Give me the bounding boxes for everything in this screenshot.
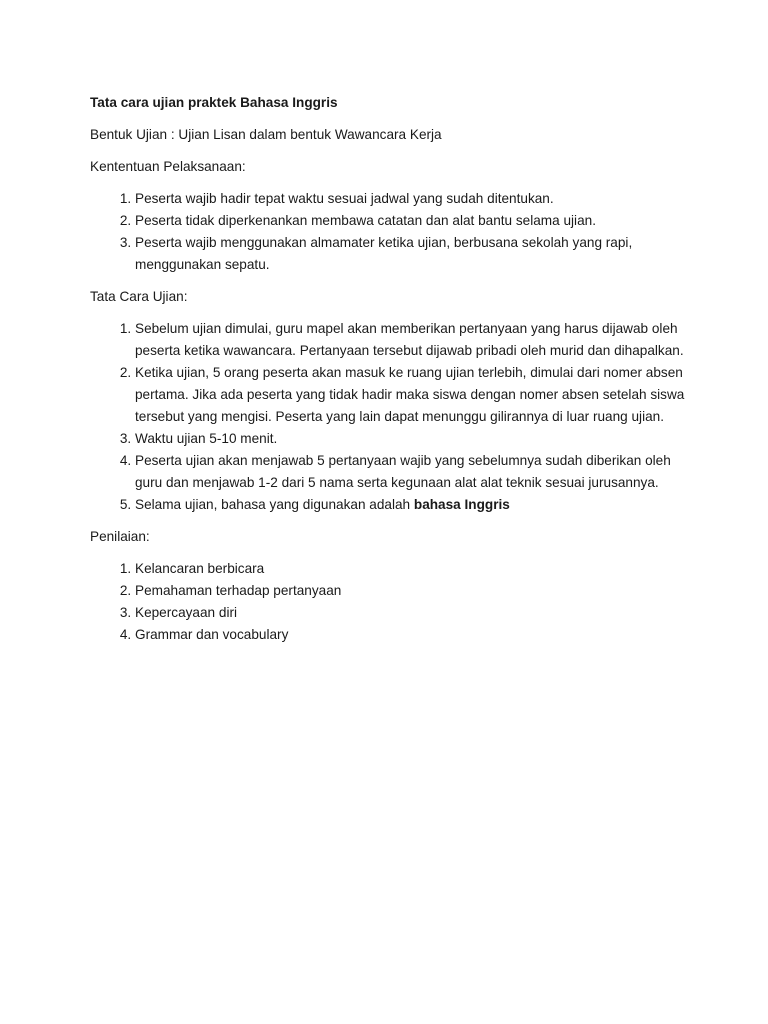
- procedure-heading: Tata Cara Ujian:: [90, 289, 188, 304]
- document-title: Tata cara ujian praktek Bahasa Inggris: [90, 95, 338, 110]
- emphasis-text: bahasa Inggris: [413, 497, 510, 512]
- list-item: 1. Kelancaran berbicara: [135, 558, 698, 580]
- procedure-list: [90, 318, 698, 516]
- list-item: 1. Sebelum ujian dimulai, guru mapel akan memberikan pertanyaan yang harus dijawab oleh peserta ketika wawancara. Pertanyaan tersebut dijawab pribadi oleh murid dan dihapalkan.: [135, 318, 698, 362]
- assessment-list: [90, 558, 698, 646]
- provisions-list: [90, 188, 698, 276]
- list-item: 3. Peserta wajib menggunakan almamater ketika ujian, berbusana sekolah yang rapi, menggunakan sepatu.: [135, 232, 698, 276]
- assessment-heading: Penilaian:: [90, 529, 150, 544]
- list-item: 4. Grammar dan vocabulary: [135, 624, 698, 646]
- list-item: 2. Peserta tidak diperkenankan membawa catatan dan alat bantu selama ujian.: [135, 210, 698, 232]
- list-item: [135, 494, 698, 516]
- exam-form-line: Bentuk Ujian : Ujian Lisan dalam bentuk Wawancara Kerja: [90, 127, 442, 142]
- list-item: 3. Waktu ujian 5-10 menit.: [135, 428, 698, 450]
- list-item: 4. Peserta ujian akan menjawab 5 pertanyaan wajib yang sebelumnya sudah diberikan oleh guru dan menjawab 1-2 dari 5 nama serta kegunaan alat alat teknik sesuai jurusannya.: [135, 450, 698, 494]
- list-item: 2. Ketika ujian, 5 orang peserta akan masuk ke ruang ujian terlebih, dimulai dari nomer absen pertama. Jika ada peserta yang tidak hadir maka siswa dengan nomer absen setelah siswa tersebut yang mengisi. Peserta yang lain dapat menunggu gilirannya di luar ruang ujian.: [135, 362, 698, 428]
- list-item: 2. Pemahaman terhadap pertanyaan: [135, 580, 698, 602]
- provisions-heading: Kententuan Pelaksanaan:: [90, 159, 246, 174]
- list-item: 1. Peserta wajib hadir tepat waktu sesuai jadwal yang sudah ditentukan.: [135, 188, 698, 210]
- list-item-text: Selama ujian, bahasa yang digunakan adalah: [135, 497, 414, 512]
- list-item: 3. Kepercayaan diri: [135, 602, 698, 624]
